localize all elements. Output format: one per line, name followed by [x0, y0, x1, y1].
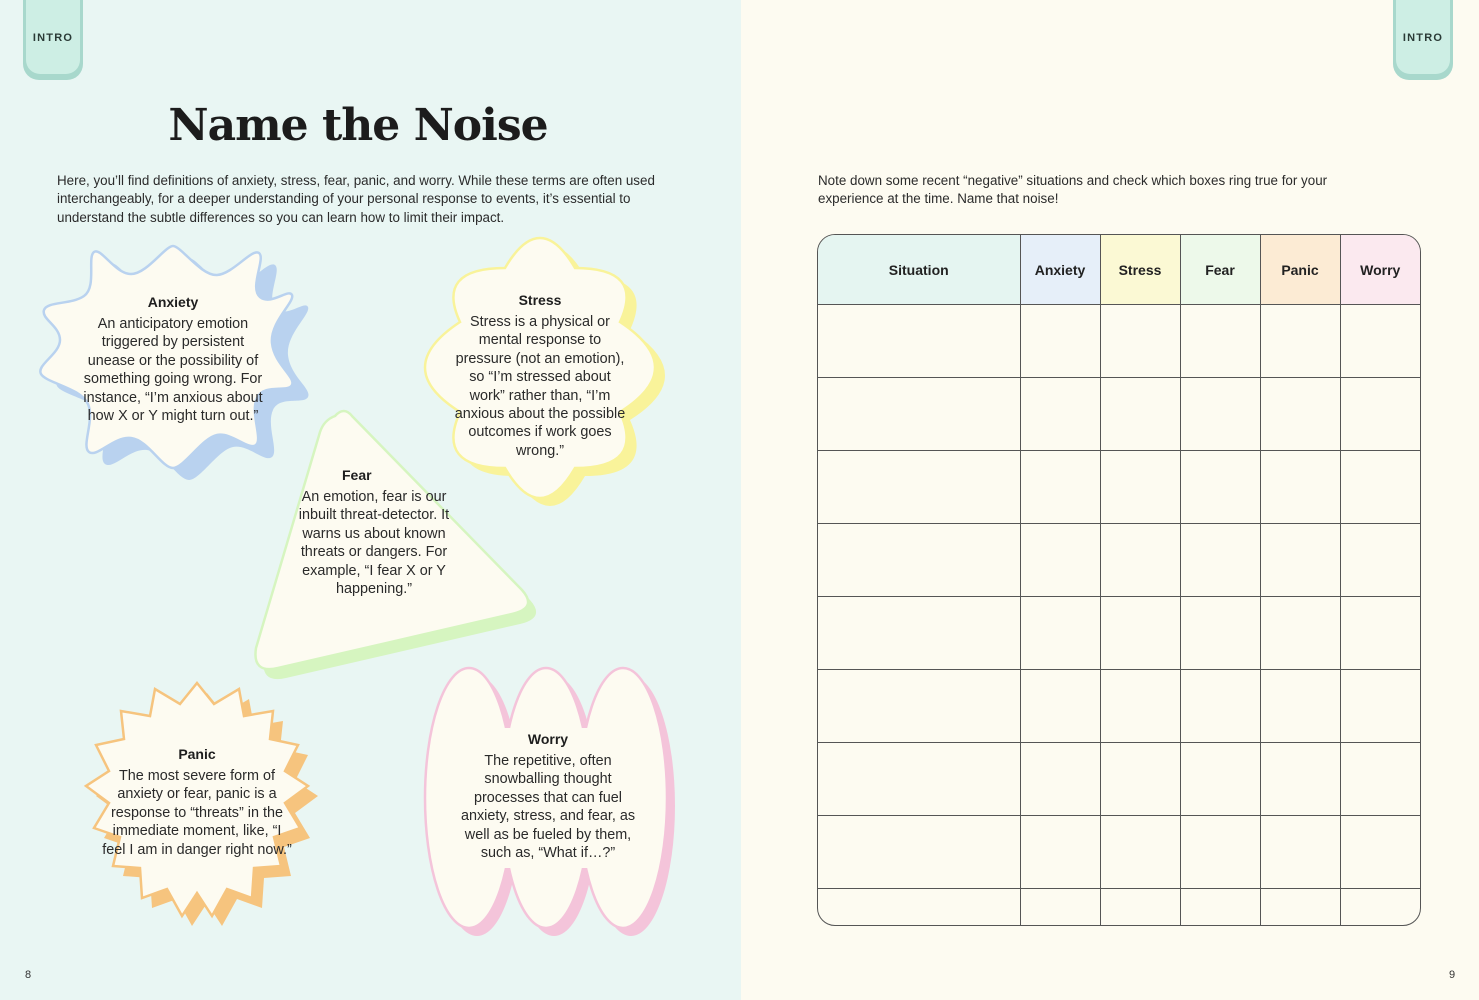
table-row — [818, 597, 1420, 670]
checkbox-cell[interactable] — [1340, 597, 1420, 670]
worry-definition: The repetitive, often snowballing thought processes that can fuel anxiety, stress, and fear, as well as be fueled by them, such as, “What if…?” — [460, 753, 636, 862]
checkbox-cell[interactable] — [1260, 670, 1340, 743]
checkbox-cell[interactable] — [1340, 451, 1420, 524]
header-situation: Situation — [818, 235, 1020, 305]
worry-title: Worry — [527, 731, 569, 747]
intro-paragraph: Here, you’ll find definitions of anxiety, stress, fear, panic, and worry. While these terms are often used interchangeably, for a deeper understanding of your personal response to events, it’s essential to understand the subtle differences so you can learn how to limit their impact. — [57, 173, 655, 225]
panic-title: Panic — [178, 746, 216, 762]
checkbox-cell[interactable] — [1020, 524, 1100, 597]
worksheet-table — [817, 234, 1421, 926]
checkbox-cell[interactable] — [1100, 816, 1180, 889]
checkbox-cell[interactable] — [1100, 524, 1180, 597]
situation-cell[interactable] — [818, 305, 1020, 378]
header-fear: Fear — [1180, 235, 1260, 305]
checkbox-cell[interactable] — [1100, 889, 1180, 926]
situation-cell[interactable] — [818, 378, 1020, 451]
page-number-left: 8 — [25, 969, 32, 981]
fear-title: Fear — [342, 467, 372, 483]
checkbox-cell[interactable] — [1340, 305, 1420, 378]
table-header-row — [818, 235, 1420, 305]
header-panic: Panic — [1260, 235, 1340, 305]
anxiety-title: Anxiety — [147, 294, 199, 310]
checkbox-cell[interactable] — [1340, 670, 1420, 743]
panic-card — [102, 746, 292, 859]
checkbox-cell[interactable] — [1180, 743, 1260, 816]
page-number-right: 9 — [1449, 969, 1456, 981]
checkbox-cell[interactable] — [1020, 670, 1100, 743]
checkbox-cell[interactable] — [1340, 743, 1420, 816]
situation-cell[interactable] — [818, 670, 1020, 743]
checkbox-cell[interactable] — [1020, 305, 1100, 378]
checkbox-cell[interactable] — [1020, 378, 1100, 451]
anxiety-definition: An anticipatory emotion triggered by persistent unease or the possibility of something going wrong. For instance, “I’m anxious about how X or Y might turn out.” — [83, 316, 263, 425]
stress-card — [452, 292, 628, 460]
checkbox-cell[interactable] — [1340, 524, 1420, 597]
stress-title: Stress — [518, 292, 562, 308]
table-row — [818, 524, 1420, 597]
header-stress: Stress — [1100, 235, 1180, 305]
checkbox-cell[interactable] — [1020, 743, 1100, 816]
situation-cell[interactable] — [818, 451, 1020, 524]
table-row — [818, 305, 1420, 378]
situation-cell[interactable] — [818, 597, 1020, 670]
header-worry: Worry — [1340, 235, 1420, 305]
section-tab-right — [1393, 0, 1453, 80]
checkbox-cell[interactable] — [1260, 451, 1340, 524]
page-title: Name the Noise — [168, 100, 548, 151]
checkbox-cell[interactable] — [1180, 597, 1260, 670]
checkbox-cell[interactable] — [1340, 378, 1420, 451]
checkbox-cell[interactable] — [1260, 597, 1340, 670]
table-row — [818, 378, 1420, 451]
checkbox-cell[interactable] — [1100, 451, 1180, 524]
checkbox-cell[interactable] — [1260, 305, 1340, 378]
checkbox-cell[interactable] — [1260, 816, 1340, 889]
situation-cell[interactable] — [818, 743, 1020, 816]
checkbox-cell[interactable] — [1260, 378, 1340, 451]
fear-definition: An emotion, fear is our inbuilt threat-detector. It warns us about known threats or dangers. For example, “I fear X or Y happening.” — [298, 489, 450, 598]
checkbox-cell[interactable] — [1180, 451, 1260, 524]
checkbox-cell[interactable] — [1340, 889, 1420, 926]
checkbox-cell[interactable] — [1260, 524, 1340, 597]
checkbox-cell[interactable] — [1260, 743, 1340, 816]
checkbox-cell[interactable] — [1100, 378, 1180, 451]
worksheet-instructions: Note down some recent “negative” situations and check which boxes ring true for your experience at the time. Name that noise! — [818, 173, 1328, 207]
checkbox-cell[interactable] — [1340, 816, 1420, 889]
situation-cell[interactable] — [818, 524, 1020, 597]
checkbox-cell[interactable] — [1020, 816, 1100, 889]
table-row — [818, 451, 1420, 524]
checkbox-cell[interactable] — [1020, 597, 1100, 670]
checkbox-cell[interactable] — [1180, 670, 1260, 743]
table-row — [818, 743, 1420, 816]
section-tab-label: INTRO — [1402, 32, 1444, 44]
checkbox-cell[interactable] — [1020, 889, 1100, 926]
checkbox-cell[interactable] — [1100, 305, 1180, 378]
checkbox-cell[interactable] — [1180, 524, 1260, 597]
table-row — [818, 889, 1420, 926]
header-anxiety: Anxiety — [1020, 235, 1100, 305]
stress-definition: Stress is a physical or mental response to pressure (not an emotion), so “I’m stressed about work” rather than, “I’m anxious about the possible outcomes if work goes wrong.” — [454, 314, 626, 459]
table-row — [818, 816, 1420, 889]
situation-cell[interactable] — [818, 889, 1020, 926]
checkbox-cell[interactable] — [1100, 743, 1180, 816]
checkbox-cell[interactable] — [1260, 889, 1340, 926]
situation-cell[interactable] — [818, 816, 1020, 889]
checkbox-cell[interactable] — [1180, 305, 1260, 378]
checkbox-cell[interactable] — [1180, 889, 1260, 926]
checkbox-cell[interactable] — [1180, 378, 1260, 451]
checkbox-cell[interactable] — [1100, 670, 1180, 743]
fear-card — [296, 467, 452, 598]
anxiety-card — [78, 294, 268, 425]
checkbox-cell[interactable] — [1020, 451, 1100, 524]
panic-definition: The most severe form of anxiety or fear, panic is a response to “threats” in the immediate moment, like, “I feel I am in danger right now.” — [102, 768, 292, 858]
checkbox-cell[interactable] — [1180, 816, 1260, 889]
section-tab-label: INTRO — [32, 32, 74, 44]
table-body — [818, 305, 1420, 926]
worry-card — [456, 731, 640, 862]
checkbox-cell[interactable] — [1100, 597, 1180, 670]
table-row — [818, 670, 1420, 743]
